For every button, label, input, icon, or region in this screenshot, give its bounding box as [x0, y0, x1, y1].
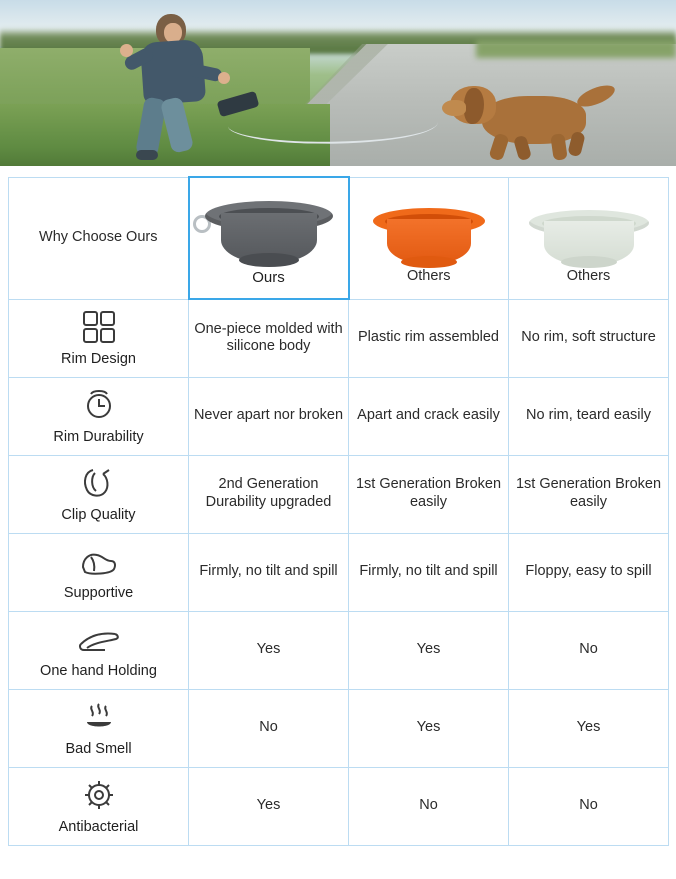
cell-others-1: 1st Generation Broken easily [349, 455, 509, 533]
bacteria-shield-icon [13, 775, 184, 815]
product-image-others-1 [354, 190, 505, 268]
cell-others-1: Apart and crack easily [349, 377, 509, 455]
comparison-table-wrapper [0, 166, 676, 854]
carabiner-icon [13, 463, 184, 503]
feature-label: Rim Design [61, 351, 136, 368]
feature-cell-rim-design [9, 299, 189, 377]
column-header-ours [189, 177, 349, 299]
feature-label: Antibacterial [58, 819, 139, 836]
roadside-grass [476, 40, 676, 58]
table-header-row [9, 177, 669, 299]
clock-icon [13, 385, 184, 425]
feature-label: Supportive [63, 585, 134, 602]
product-image-others-2 [513, 190, 664, 268]
table-row [9, 689, 669, 767]
cell-ours: Yes [189, 611, 349, 689]
table-row [9, 767, 669, 845]
table-row [9, 611, 669, 689]
dog-figure [440, 72, 620, 162]
cell-ours: Firmly, no tilt and spill [189, 533, 349, 611]
table-row [9, 533, 669, 611]
cell-others-2: No [509, 767, 669, 845]
feature-cell-clip-quality [9, 455, 189, 533]
feature-cell-rim-durability [9, 377, 189, 455]
cell-others-2: No [509, 611, 669, 689]
cell-others-2: Floppy, easy to spill [509, 533, 669, 611]
hero-lifestyle-photo [0, 0, 676, 166]
column-label-ours: Ours [252, 268, 285, 286]
cell-others-2: No rim, soft structure [509, 299, 669, 377]
feature-label: Bad Smell [65, 741, 132, 758]
flexed-arm-icon [13, 541, 184, 581]
steam-icon [13, 697, 184, 737]
why-choose-ours-label: Why Choose Ours [39, 229, 158, 246]
column-label-others-1: Others [406, 268, 451, 285]
feature-cell-bad-smell [9, 689, 189, 767]
four-squares-icon [13, 307, 184, 347]
cell-others-2: No rim, teard easily [509, 377, 669, 455]
boy-figure [118, 14, 230, 164]
comparison-table [8, 176, 669, 846]
cell-others-1: Plastic rim assembled [349, 299, 509, 377]
cell-ours: One-piece molded with silicone body [189, 299, 349, 377]
feature-cell-antibacterial [9, 767, 189, 845]
table-row [9, 377, 669, 455]
why-choose-ours-cell [9, 177, 189, 299]
cell-others-1: Yes [349, 689, 509, 767]
cell-ours: No [189, 689, 349, 767]
open-hand-icon [13, 619, 184, 659]
cell-others-2: Yes [509, 689, 669, 767]
feature-label: One hand Holding [40, 663, 157, 680]
table-row [9, 455, 669, 533]
cell-ours: Yes [189, 767, 349, 845]
cell-others-2: 1st Generation Broken easily [509, 455, 669, 533]
feature-cell-one-hand-holding [9, 611, 189, 689]
cell-others-1: No [349, 767, 509, 845]
cell-ours: Never apart nor broken [189, 377, 349, 455]
column-header-others-1 [349, 177, 509, 299]
table-row [9, 299, 669, 377]
feature-label: Rim Durability [53, 429, 144, 446]
cell-others-1: Yes [349, 611, 509, 689]
cell-ours: 2nd Generation Durability upgraded [189, 455, 349, 533]
feature-label: Clip Quality [61, 507, 136, 524]
cell-others-1: Firmly, no tilt and spill [349, 533, 509, 611]
column-label-others-2: Others [566, 268, 611, 285]
feature-cell-supportive [9, 533, 189, 611]
column-header-others-2 [509, 177, 669, 299]
product-image-ours [194, 189, 344, 267]
